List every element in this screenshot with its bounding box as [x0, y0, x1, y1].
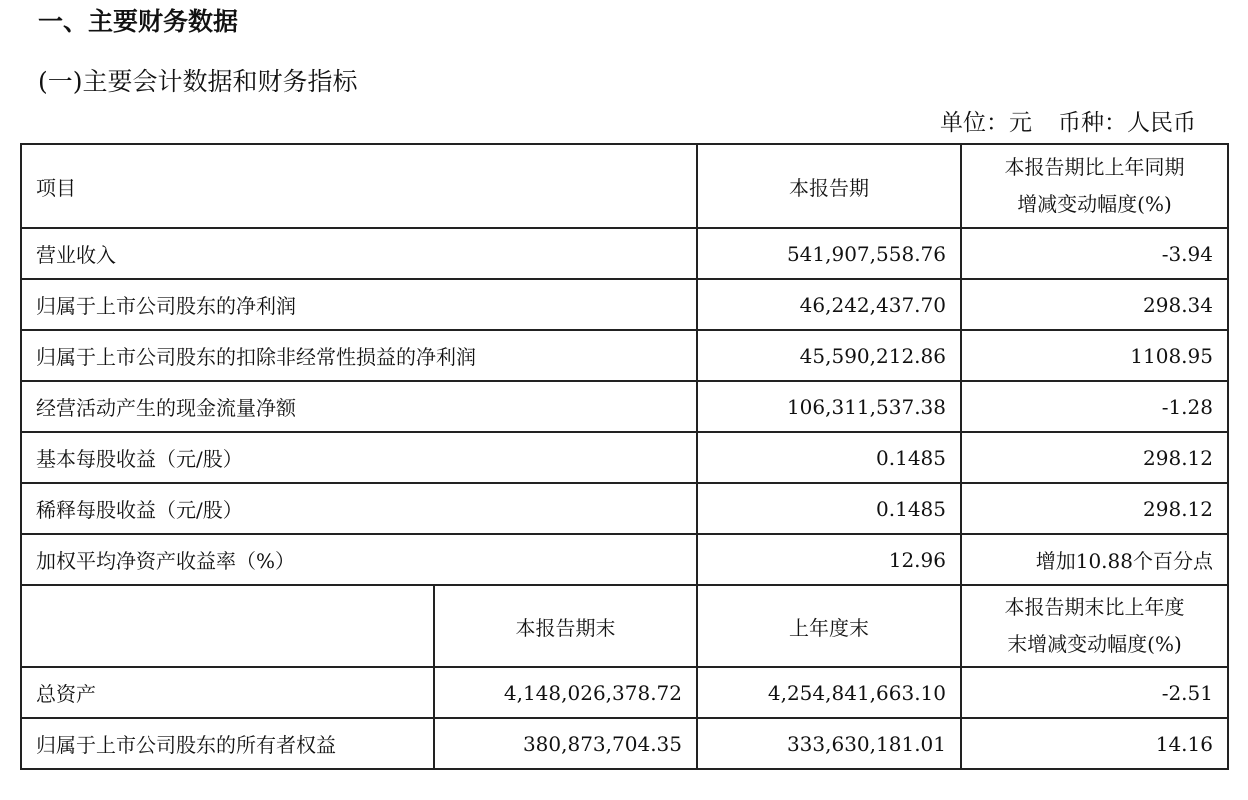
header-current-period: 本报告期	[697, 144, 961, 228]
row-current-value: 541,907,558.76	[697, 228, 961, 279]
row-item: 稀释每股收益（元/股）	[21, 483, 697, 534]
row-item: 经营活动产生的现金流量净额	[21, 381, 697, 432]
table-row	[21, 228, 1228, 279]
table-row	[21, 718, 1228, 769]
subheader-change	[961, 585, 1228, 667]
row-item: 总资产	[21, 667, 434, 718]
subheader-change-line2: 末增减变动幅度(%)	[1007, 632, 1182, 656]
table-subheader-row	[21, 585, 1228, 667]
row-item: 营业收入	[21, 228, 697, 279]
unit-label: 单位：元	[940, 110, 1032, 136]
section-heading: 一、主要财务数据	[38, 7, 239, 36]
row-period-end-value: 380,873,704.35	[434, 718, 697, 769]
row-current-value: 0.1485	[697, 483, 961, 534]
header-item: 项目	[21, 144, 697, 228]
row-current-value: 46,242,437.70	[697, 279, 961, 330]
header-yoy-change-line1: 本报告期比上年同期	[1004, 155, 1185, 179]
subheader-prior-year-end: 上年度末	[697, 585, 961, 667]
financial-data-table	[20, 143, 1229, 770]
row-change-value: 298.12	[961, 483, 1228, 534]
subheader-change-line1: 本报告期末比上年度	[1004, 595, 1185, 619]
table-row	[21, 279, 1228, 330]
table-row	[21, 432, 1228, 483]
subsection-heading: (一)主要会计数据和财务指标	[38, 67, 358, 96]
table-row	[21, 330, 1228, 381]
table-row	[21, 534, 1228, 585]
table-row	[21, 381, 1228, 432]
table-row	[21, 483, 1228, 534]
row-change-value: -3.94	[961, 228, 1228, 279]
row-current-value: 0.1485	[697, 432, 961, 483]
unit-currency-note	[940, 106, 1196, 140]
row-change-value: 1108.95	[961, 330, 1228, 381]
row-change-value: 增加10.88个百分点	[961, 534, 1228, 585]
row-current-value: 106,311,537.38	[697, 381, 961, 432]
table-header-row	[21, 144, 1228, 228]
row-change-value: 298.34	[961, 279, 1228, 330]
row-item: 归属于上市公司股东的扣除非经常性损益的净利润	[21, 330, 697, 381]
row-item: 加权平均净资产收益率（%）	[21, 534, 697, 585]
row-current-value: 12.96	[697, 534, 961, 585]
table-row	[21, 667, 1228, 718]
currency-label: 币种：人民币	[1058, 110, 1196, 136]
row-current-value: 45,590,212.86	[697, 330, 961, 381]
row-period-end-value: 4,148,026,378.72	[434, 667, 697, 718]
row-change-value: -1.28	[961, 381, 1228, 432]
row-change-value: 298.12	[961, 432, 1228, 483]
row-change-value: -2.51	[961, 667, 1228, 718]
row-change-value: 14.16	[961, 718, 1228, 769]
header-yoy-change-line2: 增减变动幅度(%)	[1017, 192, 1172, 216]
subheader-period-end: 本报告期末	[434, 585, 697, 667]
row-prior-year-end-value: 333,630,181.01	[697, 718, 961, 769]
row-item: 归属于上市公司股东的所有者权益	[21, 718, 434, 769]
subheader-item	[21, 585, 434, 667]
row-prior-year-end-value: 4,254,841,663.10	[697, 667, 961, 718]
row-item: 归属于上市公司股东的净利润	[21, 279, 697, 330]
header-yoy-change	[961, 144, 1228, 228]
row-item: 基本每股收益（元/股）	[21, 432, 697, 483]
